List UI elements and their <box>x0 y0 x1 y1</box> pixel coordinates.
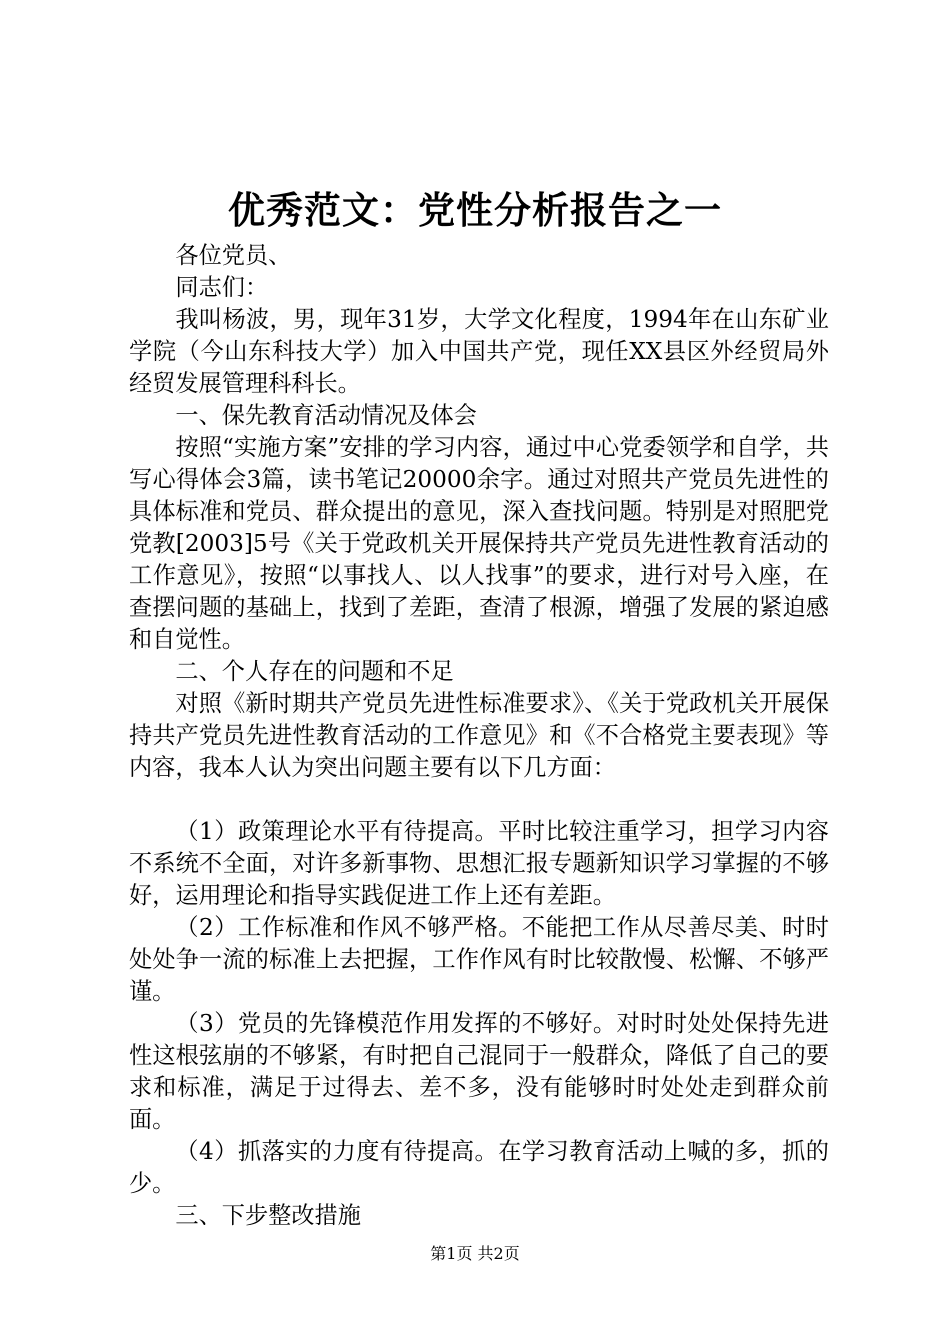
intro-paragraph: 我叫杨波，男，现年31岁，大学文化程度，1994年在山东矿业学院（今山东科技大学）加入中国共产党，现任XX县区外经贸局外经贸发展管理科科长。 <box>129 306 829 397</box>
problem-item-3: （3）党员的先锋模范作用发挥的不够好。对时时处处保持先进性这根弦崩的不够紧，有时把自己混同于一般群众，降低了自己的要求和标准，满足于过得去、差不多，没有能够时时处处走到群众前面。 <box>129 1010 829 1133</box>
salutation-line-2: 同志们： <box>175 274 269 301</box>
page-footer: 第1页 共2页 <box>430 1244 520 1263</box>
section-2-paragraph: 对照《新时期共产党员先进性标准要求》、《关于党政机关开展保持共产党员先进性教育活动的工作意见》和《不合格党主要表现》等内容，我本人认为突出问题主要有以下几方面： <box>129 690 829 781</box>
problem-item-2: （2）工作标准和作风不够严格。不能把工作从尽善尽美、时时处处争一流的标准上去把握，工作作风有时比较散慢、松懈、不够严谨。 <box>129 914 829 1005</box>
document-title: 优秀范文：党性分析报告之一 <box>228 188 722 232</box>
problem-item-1: （1）政策理论水平有待提高。平时比较注重学习，担学习内容不系统不全面，对许多新事物、思想汇报专题新知识学习掌握的不够好，运用理论和指导实践促进工作上还有差距。 <box>129 818 829 909</box>
section-heading-1: 一、保先教育活动情况及体会 <box>175 402 477 429</box>
section-heading-3: 三、下步整改措施 <box>175 1202 361 1229</box>
document-body <box>129 240 829 1232</box>
salutation-line-1: 各位党员、 <box>175 242 292 269</box>
section-1-paragraph: 按照“实施方案”安排的学习内容，通过中心党委领学和自学，共写心得体会3篇，读书笔记20000余字。通过对照共产党员先进性的具体标准和党员、群众提出的意见，深入查找问题。特别是对照肥党党教[2003]5号《关于党政机关开展保持共产党员先进性教育活动的工作意见》，按照“以事找人、以人找事”的要求，进行对号入座，在查摆问题的基础上，找到了差距，查清了根源，增强了发展的紧迫感和自觉性。 <box>129 434 829 653</box>
section-heading-2: 二、个人存在的问题和不足 <box>175 658 454 685</box>
problem-item-4: （4）抓落实的力度有待提高。在学习教育活动上喊的多，抓的少。 <box>129 1138 829 1197</box>
